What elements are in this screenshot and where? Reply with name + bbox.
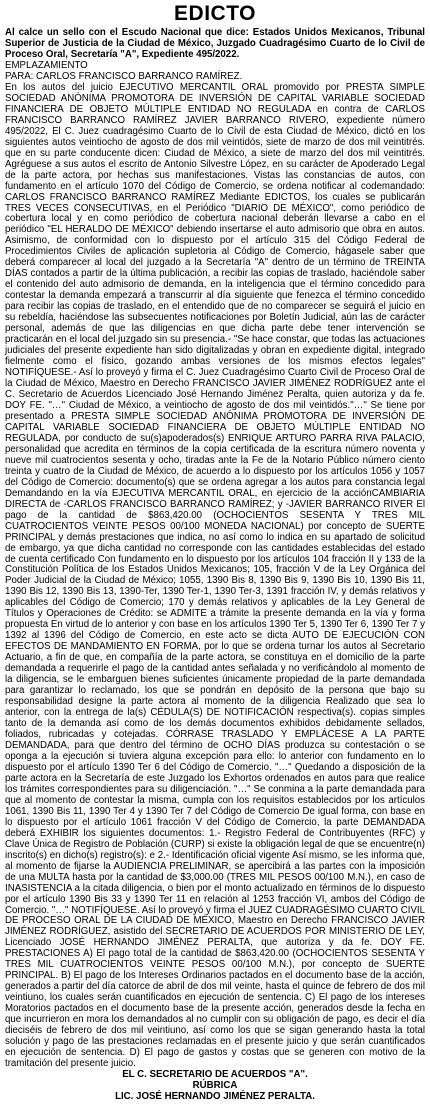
signature-office: EL C. SECRETARIO DE ACUERDOS "A". [122,1069,308,1081]
addressee-line: PARA: CARLOS FRANCISCO BARRANCO RAMÍREZ. [5,70,243,82]
edict-body-text: En los autos del juicio EJECUTIVO MERCANTIL ORAL promovido por PRESTA SIMPLE SOCIEDAD ANÓNIMA PROMOTORA DE INVERSIÓN DE CAPITAL VARIABLE SOCIEDAD FINANCIERA DE OBJETO MÚLTIPLE ENTIDAD NO REGULADA en contra de CARLOS FRANCISCO BARRANCO RAMÍREZ JAVIER BARRANCO RIVERO, expediente número 495/2022, El C. Juez cuadragésimo Cuarto de lo Civil de esta Ciudad de México, dictó en los siguientes autos veintiocho de agosto de dos mil veintidós, siete de marzo de dos mil veintitrés. que en su parte conducente dicen: Ciudad de México, a siete de marzo del dos mil veintitrés. Agréguese a sus autos el escrito de Antonio Silvestre López, en su carácter de Apoderado Legal de la parte actora, por hechas sus manifestaciones. Vistas las constancias de autos, con fundamento en el artículo 1070 del Código de Comercio, se ordena notificar al codemandado: CARLOS FRANCISCO BARRANCO RAMÍREZ Mediante EDICTOS, los cuales se publicarán TRES VECES CONSECUTIVAS, en el Periódico "DIARIO DE MÉXICO", como periódico de cobertura local y en como periódico de cobertura nacional deberán llevarse a cabo en el periódico "EL HERALDO DE MÉXICO" debiendo insertarse el auto admisorio que obra en autos. Asimismo, de conformidad con lo dispuesto por el artículo 315 del Código Federal de Procedimientos Civiles de aplicación supletoria al Código de Comercio, hágasele saber que deberá comparecer al local del juzgado a la Secretaría "A" dentro de un término de TREINTA DÍAS contados a partir de la última publicación, a recibir las copias de traslado, haciéndole saber el contenido del auto admisorio de demanda, en la inteligencia que el término concedido para contestar la demanda empezará a transcurrir al día siguiente que fenezca el término concedido para recibir las copias de traslado, en el entendido que de no comparecer se seguirá el juicio en su rebeldía, haciéndose las subsecuentes notificaciones por Boletín Judicial, aún las de carácter personal, además de que las diligencias en que dicha parte debe tener intervención se practicarán en el local del juzgado sin su presencia.- "Se hace constar, que todas las actuaciones judiciales del presente expediente han sido digitalizadas y obran en expediente digital, integrado fielmente como el físico, gozando ambas versiones de los mismos efectos legales" NOTIFÍQUESE.- Así lo proveyó y firma el C. Juez Cuadragésimo Cuarto Civil de Proceso Oral de la Ciudad de México, Maestro en Derecho FRANCISCO JAVIER JIMÉNEZ RODRÍGUEZ ante el C. Secretario de Acuerdos Licenciado José Hernando Jiménez Peralta, quien autoriza y da fe. DOY FE. "…" Ciudad de México, a veintiocho de agosto de dos mil veintidós."…" Se tiene por presentado a PRESTA SIMPLE SOCIEDAD ANÓNIMA PROMOTORA DE INVERSIÓN DE CAPITAL VARIABLE SOCIEDAD FINANCIERA DE OBJETO MÚLTIPLE ENTIDAD NO REGULADA, por conducto de su(s)apoderados(s) ENRIQUE ARTURO PARRA RIVA PALACIO, personalidad que acredita en términos de la copia certificada de la escritura número noventa y nueve mil cuatrocientos sesenta y ocho, tiradas ante la Fe de la Notario Público número ciento treinta y cuatro de la Ciudad de México, de acuerdo a lo dispuesto por los artículos 1056 y 1057 del Código de Comercio: documento(s) que se ordena agregar a los autos para constancia legal Demandando en la vía EJECUTIVA MERCANTIL ORAL, en ejercicio de la acciónCAMBIARIA DIRECTA de -CARLOS FRANCISCO BARRANCO RAMÍREZ; y -JAVIER BARRANCO RIVER El pago de la cantidad de $863,420.00 (OCHOCIENTOS SESENTA Y TRES MIL CUATROCIENTOS VEINTE PESOS 00/100 MONEDA NACIONAL) por concepto de SUERTE PRINCIPAL y demás prestaciones que indica, no así como lo indica en su apartado de solicitud de embargo, ya que dicha cantidad no corresponde con las cantidades establecidas del estado de cuenta certificado Con fundamento en lo dispuesto por los artículos 104 fracción II y 133 de la Constitución Política de los Estados Unidos Mexicanos; 105, fracción V de la Ley Orgánica del Poder Judicial de la Ciudad de México; 1055, 1390 Bis 8, 1390 Bis 9, 1390 Bis 10, 1390 Bis 11, 1390 Bis 12, 1390 Bis 13, 1390-Ter, 1390 Ter-1, 1390 Ter-3, 1391 fracción IV, y demás relativos y aplicables del Código de Comercio; 170 y demás relativos y aplicables de la Ley General de Títulos y Operaciones de Crédito: se ADMITE a trámite la presente demanda en la vía y forma propuesta En virtud de lo anterior y con base en los artículos 1390 Ter 5, 1390 Ter 6, 1390 Ter 7 y 1392 al 1396 del Código de Comercio, en este acto se dicta AUTO DE EJECUCIÓN CON EFECTOS DE MANDAMIENTO EN FORMA, por lo que se ordena turnar los autos al Secretario Actuario, a fin de que, en compañía de la parte actora, se constituya en el domicilio de la parte demandada a requerirle el pago de la cantidad antes señalada y no verificándolo al momento de la diligencia, se le embarguen bienes suficientes únicamente propiedad de la parte demandada para garantizar lo reclamado, los que se pondrán en depósito de la persona que bajo su responsabilidad designe la parte actora al momento de la diligencia Realizado que sea lo anterior, con la entrega de la(s) CÉDULA(S) DE NOTIFICACIÓN respectiva(s). copias simples tanto de la demanda así como de los demás documentos exhibidos debidamente sellados, foliados, rubricadas y cotejadas. CÓRRASE TRASLADO Y EMPLÁCESE A LA PARTE DEMANDADA, para que dentro del término de OCHO DÍAS produzca su contestación o se oponga a la ejecución si tuviera alguna excepción para ello: lo anterior con fundamento en lo dispuesto por el artículo 1390 Ter 6 del Código de Comercio. "…" Quedando a disposición de la parte actora en la Secretaría de este Juzgado los Exhortos ordenados en autos para que realice los trámites correspondientes para su diligenciación. "…" Se conmina a la parte demandada para que al momento de contestar la misma, cumpla con los requisitos establecidos por los artículos 1061, 1390 Bis 11, 1390 Ter 4 y 1390 Ter 7 del Código de Comercio De igual forma, con base en lo dispuesto por el artículo 1061 fracción V del Código de Comercio, la parte DEMANDADA deberá EXHIBIR los siguientes documentos: 1.- Registro Federal de Contribuyentes (RFC) y Clave Única de Registro de Población (CURP) si existe la obligación legal de que se encuentre(n) inscrito(s) en dicho(s) registro(s): e 2.- Identificación oficial vigente Así mismo, se les informa que, al momento de fijarse la AUDIENCIA PRELIMINAR, se apercibirá a las partes con la imposición de una MULTA hasta por la cantidad de $3,000.00 (TRES MIL PESOS 00/100 M.N.), en caso de INASISTENCIA a la citada diligencia, o bien por el monto actualizado en términos de lo dispuesto por el artículo 1390 Bis 33 y 1390 Ter 11 en relación al 1253 fracción VI, ambos del Código de Comercio. "…" NOTIFÍQUESE. Así lo proveyó y firma el JUEZ CUADRAGÉSIMO CUARTO CIVIL DE PROCESO ORAL DE LA CIUDAD DE MÉXICO, Maestro en Derecho FRANCISCO JAVIER JIMÉNEZ RODRÍGUEZ, asistido del SECRETARIO DE ACUERDOS POR MINISTERIO DE LEY, Licenciado JOSÉ HERNANDO JIMÉNEZ PERALTA, que autoriza y da fe. DOY FE. PRESTACIONES A) El pago total de la cantidad de $863,420.00 (OCHOCIENTOS SESENTA Y TRES MIL CUATROCIENTOS VEINTE PESOS 00/100 M.N.), por concepto de SUERTE PRINCIPAL. B) El pago de los Intereses Ordinarios pactados en el documento base de la acción, generados a partir del día catorce de abril de dos mil veinte, hasta el quince de febrero de dos mil veintiuno, los cuales serán cuantificados en ejecución de sentencia. C) El pago de los intereses Moratorios pactados en el documento base de la presente acción, generados desde la fecha en que incurrieron en mora los demandados al no cumplir con su obligación de pago, es decir el día dieciséis de febrero de dos mil veintiuno, así como los que se sigan generando hasta la total solución y pago de las prestaciones reclamadas en el presente juicio y que serán cuantificados en ejecución de sentencia. D) El pago de gastos y costas que se generen con motivo de la tramitación del presente juicio. [5,81,426,1070]
document-title: EDICTO [174,2,256,25]
signature-name: LIC. JOSÉ HERNANDO JIMÉNEZ PERALTA. [115,1090,315,1102]
signature-rubric: RÚBRICA [192,1080,238,1091]
notice-heading: EMPLAZAMIENTO [5,59,88,71]
seal-statement: Al calce un sello con el Escudo Nacional que dice: Estados Unidos Mexicanos, Tribunal Superior de Justicia de la Ciudad de México, Juzgado Cuadragésimo Cuarto de lo Civil de Proceso Oral, Secretaría "A", Expediente 495/2022. [5,27,425,60]
